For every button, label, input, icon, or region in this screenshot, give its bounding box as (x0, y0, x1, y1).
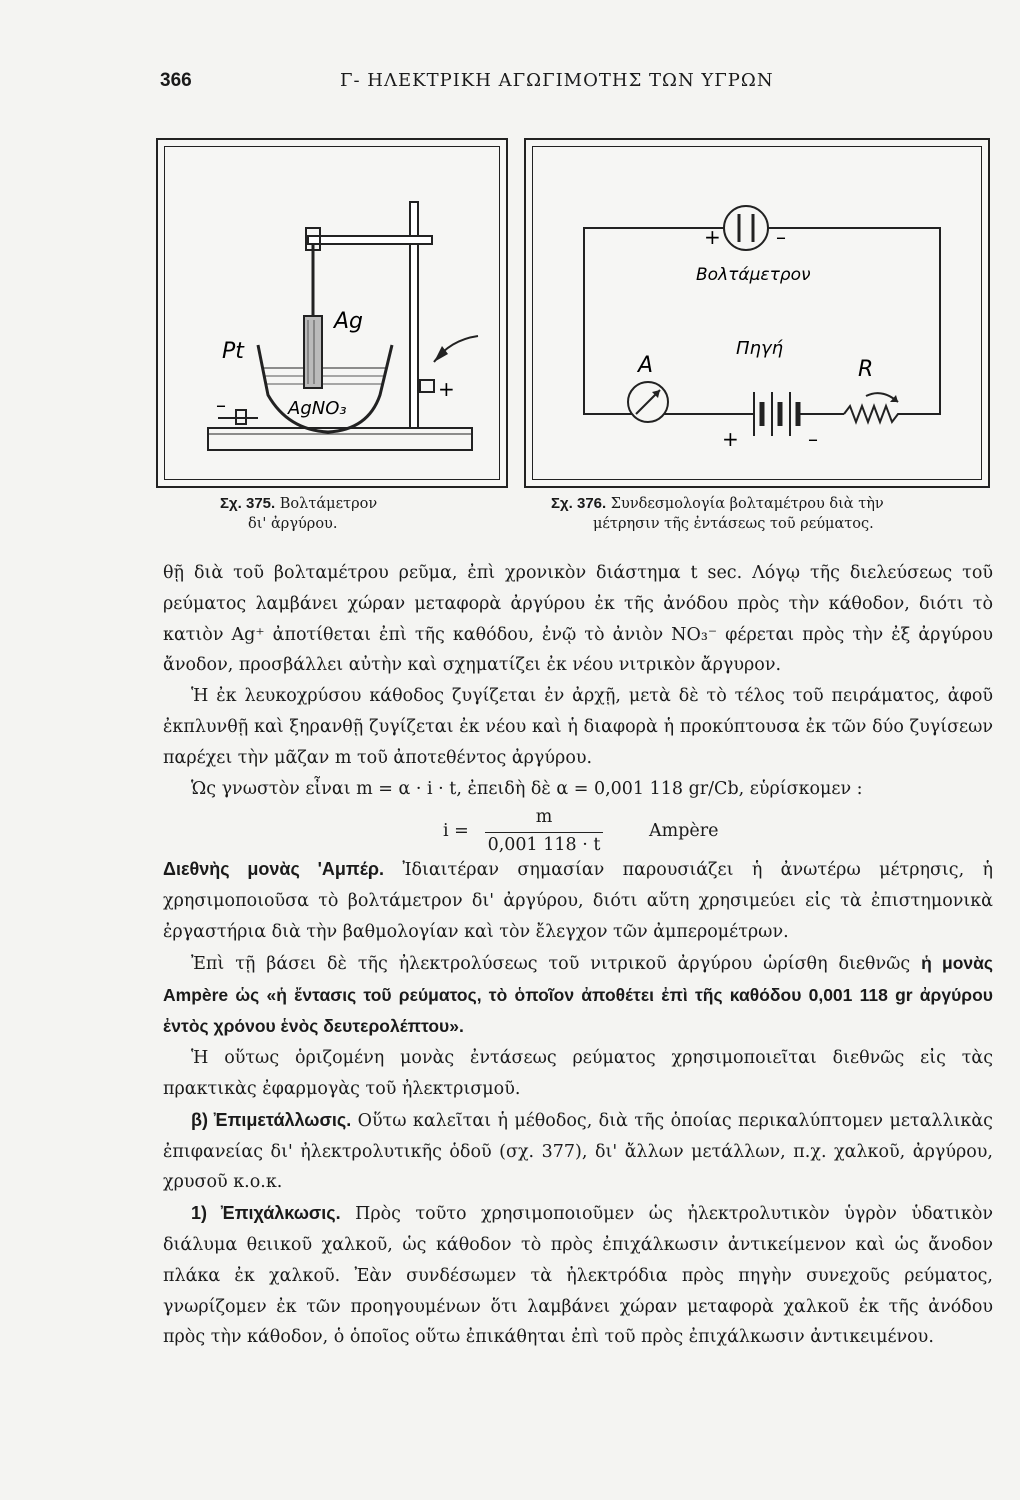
caption-376-line2: μέτρησιν τῆς ἐντάσεως τοῦ ρεύματος. (593, 516, 874, 532)
caption-375-number: Σχ. 375. (220, 495, 276, 512)
heading-electroplating: β) Ἐπιμετάλλωσις. (191, 1109, 352, 1130)
paragraph-2: Ἡ ἐκ λευκοχρύσου κάθοδος ζυγίζεται ἐν ἀρχῇ, μετὰ δὲ τὸ τέλος τοῦ πειράματος, ἀφοῦ ἐκπλυνθῇ καὶ ξηρανθῇ ζυγίζεται ἐκ νέου καὶ ἡ διαφορὰ ἡ προκύπτουσα ἐκ τῶν δύο ζυγίσεων παρέχει τὴν μᾶζαν m τοῦ ἀποτεθέντος ἀργύρου. (163, 686, 993, 768)
paragraph-5b: ἡ μονὰς Ampère ὡς «ἡ ἔντασις τοῦ ρεύματος, τὸ ὁποῖον ἀποθέτει ἐπὶ τῆς καθόδου 0,001 118 gr ἀργύρου ἐντὸς χρόνου ἑνὸς δευτερολέπτου». (163, 952, 993, 1037)
paragraph-7: Οὕτω καλεῖται ἡ μέθοδος, διὰ τῆς ὁποίας περικαλύπτομεν μεταλλικὰς ἐπιφανείας δι' ἠλεκτρολυτικῆς ὁδοῦ (σχ. 377), δι' ἄλλων μετάλλων, π.χ. χαλκοῦ, ἀργύρου, χρυσοῦ κ.ο.κ. (163, 1110, 993, 1193)
voltameter-plus: + (704, 225, 721, 249)
formula-lhs: i = (443, 821, 469, 842)
paragraph-4: Ἰδιαιτέραν σημασίαν παρουσιάζει ἡ ἀνωτέρω μέτρησις, ἡ χρησιμοποιοῦσα τὸ βολτάμετρον δι' ἀργύρου, διότι αὕτη χρησιμεύει εἰς τὰ ἐπιστημονικὰ ἐργαστήρια διὰ τὴν βαθμολογίαν καὶ τὸν ἔλεγχον τῶν ἀμπερομέτρων. (163, 860, 993, 942)
paragraph-6: Ἡ οὕτως ὁριζομένη μονὰς ἐντάσεως ρεύματος χρησιμοποιεῖται διεθνῶς εἰς τὰς πρακτικὰς ἐφαρμογὰς τοῦ ἠλεκτρισμοῦ. (163, 1048, 993, 1099)
running-title: Γ- ΗΛΕΚΤΡΙΚΗ ΑΓΩΓΙΜΟΤΗΣ ΤΩΝ ΥΓΡΩΝ (340, 70, 774, 91)
voltameter-minus: – (776, 225, 786, 249)
battery-minus: – (808, 427, 818, 451)
heading-international-unit: Διεθνὴς μονὰς 'Αμπέρ. (163, 859, 384, 880)
source-label: Πηγή (736, 338, 784, 359)
figure-375 (156, 138, 508, 488)
formula-unit: Ampère (649, 821, 719, 842)
label-ag: Ag (334, 309, 364, 334)
voltameter-drawing (158, 140, 506, 486)
voltameter-label: Βολτάμετρον (696, 265, 811, 285)
caption-375 (220, 494, 520, 534)
caption-376-number: Σχ. 376. (551, 495, 607, 512)
body-text (163, 558, 993, 1353)
caption-375-line1: Βολτάμετρον (279, 496, 378, 512)
heading-copper-plating: 1) Ἐπιχάλκωσις. (191, 1203, 341, 1224)
page-number: 366 (160, 70, 192, 91)
paragraph-1: θῇ διὰ τοῦ βολταμέτρου ρεῦμα, ἐπὶ χρονικὸν διάστημα t sec. Λόγῳ τῆς διελεύσεως τοῦ ρεύματος λαμβάνει χώραν μεταφορὰ ἀργύρου ἐκ τῆς ἀνόδου πρὸς τὴν κάθοδον, διότι τὸ κατιὸν Ag⁺ ἀποτίθεται ἐπὶ τῆς καθόδου, ἐνῷ τὸ ἀνιὸν NO₃⁻ φέρεται πρὸς τὴν ἐξ ἀργύρου ἄνοδον, προσβάλλει αὐτὴν καὶ σχηματίζει ἐκ νέου νιτρικὸν ἄργυρον. (163, 563, 993, 676)
label-minus: – (216, 393, 226, 417)
ammeter-label: A (638, 353, 654, 378)
paragraph-8: Πρὸς τοῦτο χρησιμοποιοῦμεν ὡς ἠλεκτρολυτικὸν ὑγρὸν ὑδατικὸν διάλυμα θειικοῦ χαλκοῦ, ὡς κάθοδον τὸ πρὸς ἐπιχάλκωσιν ἀντικείμενον καὶ ὡς ἄνοδον πλάκα ἐκ χαλκοῦ. Ἐὰν συνδέσωμεν τὰ ἠλεκτρόδια πρὸς πηγὴν συνεχοῦς ρεύματος, γνωρίζομεν ἐκ τῶν προηγουμένων ὅτι λαμβάνει χώραν μεταφορὰ χαλκοῦ ἐκ τῆς ἀνόδου πρὸς τὴν κάθοδον, ὁ ὁποῖος οὕτω ἐπικάθηται ἐπὶ τοῦ πρὸς ἐπιχάλκωσιν ἀντικειμένου. (163, 1204, 993, 1348)
paragraph-5a: Ἐπὶ τῇ βάσει δὲ τῆς ἠλεκτρολύσεως τοῦ νιτρικοῦ ἀργύρου ὡρίσθη διεθνῶς (191, 953, 911, 974)
paragraph-3: Ὡς γνωστὸν εἶναι m = α · i · t, ἐπειδὴ δὲ α = 0,001 118 gr/Cb, εὑρίσκομεν : (191, 778, 863, 799)
caption-376 (551, 494, 981, 534)
formula-numerator: m (535, 807, 553, 828)
battery-plus: + (722, 427, 739, 451)
label-agno3: AgNO₃ (288, 398, 347, 419)
caption-376-line1: Συνδεσμολογία βολταμέτρου διὰ τὴν (610, 496, 884, 512)
figure-376 (524, 138, 990, 488)
label-pt: Pt (222, 339, 244, 364)
resistor-label: R (858, 357, 874, 382)
label-plus: + (438, 377, 455, 401)
formula (163, 804, 993, 856)
circuit-drawing (526, 140, 988, 486)
formula-denominator: 0,001 118 · t (487, 835, 601, 856)
caption-375-line2: δι' ἀργύρου. (248, 516, 338, 532)
